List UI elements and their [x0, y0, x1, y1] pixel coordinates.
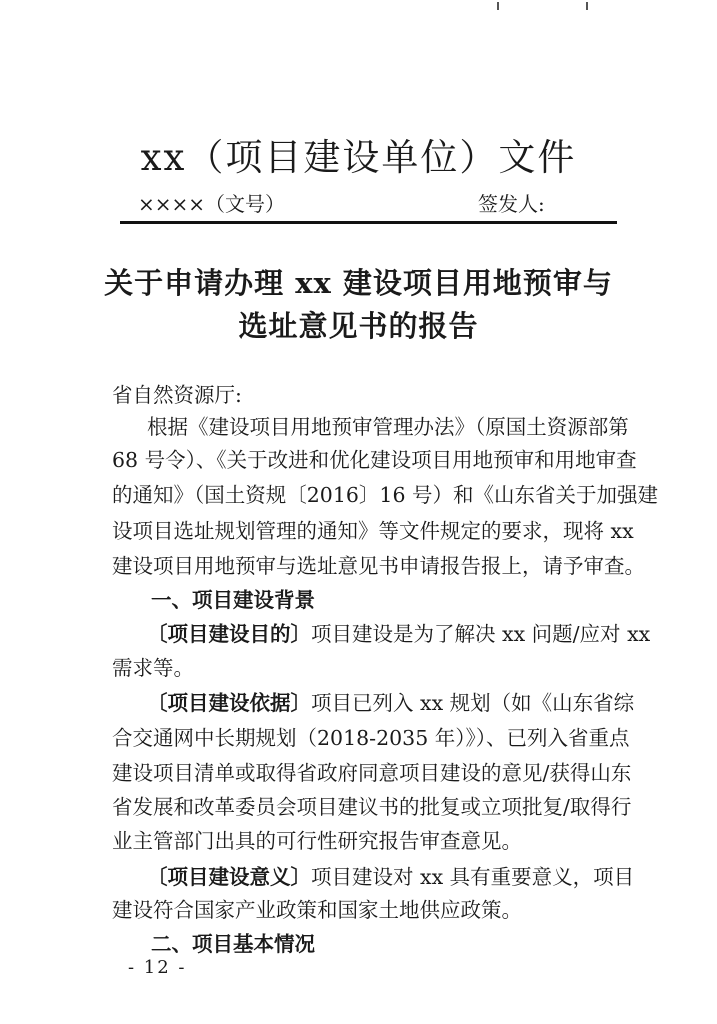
- purpose-line: [147, 617, 651, 647]
- paragraph-line: 业主管部门出具的可行性研究报告审查意见。: [112, 829, 522, 853]
- paragraph-line: 需求等。: [112, 656, 194, 680]
- paragraph-line: 建设项目清单或取得省政府同意项目建设的意见/获得山东: [112, 761, 632, 785]
- report-title-line-2: 选址意见书的报告: [238, 309, 479, 343]
- paragraph-line: 根据《建设项目用地预审管理办法》（原国土资源部第: [147, 415, 629, 439]
- paragraph-line: 设项目选址规划管理的通知》等文件规定的要求，现将 xx: [112, 519, 634, 543]
- document-number: ××××（文号）: [138, 192, 286, 216]
- purpose-label: 〔项目建设目的〕: [147, 622, 311, 646]
- significance-line: [147, 860, 635, 890]
- significance-label: 〔项目建设意义〕: [147, 865, 311, 889]
- section-heading-1: 一、项目建设背景: [151, 588, 315, 612]
- paragraph-line: 建设项目用地预审与选址意见书申请报告报上，请予审查。: [112, 554, 645, 578]
- header-divider: [120, 221, 617, 224]
- paragraph-line: 合交通网中长期规划（2018-2035 年）》）、已列入省重点: [112, 726, 630, 750]
- basis-line: [147, 686, 635, 716]
- purpose-text: 项目建设是为了解决 xx 问题/应对 xx: [311, 622, 651, 646]
- paragraph-line: 的通知》（国土资规〔2016〕16 号）和《山东省关于加强建: [112, 483, 659, 507]
- document-header-title: xx（项目建设单位）文件: [140, 136, 577, 179]
- paragraph-line: 68 号令）、《关于改进和优化建设项目用地预审和用地审查: [112, 448, 637, 472]
- section-heading-2: 二、项目基本情况: [151, 932, 315, 956]
- paragraph-line: 建设符合国家产业政策和国家土地供应政策。: [112, 898, 522, 922]
- scan-mark: [497, 2, 499, 10]
- signer-label: 签发人:: [478, 192, 545, 216]
- scan-mark: [586, 2, 588, 10]
- basis-label: 〔项目建设依据〕: [147, 691, 311, 715]
- page-number: - 12 -: [128, 957, 187, 978]
- salutation: 省自然资源厅:: [112, 383, 242, 407]
- significance-text: 项目建设对 xx 具有重要意义，项目: [311, 865, 635, 889]
- report-title-line-1: 关于申请办理 xx 建设项目用地预审与: [104, 266, 613, 300]
- paragraph-line: 省发展和改革委员会项目建议书的批复或立项批复/取得行: [112, 795, 632, 819]
- basis-text: 项目已列入 xx 规划（如《山东省综: [311, 691, 635, 715]
